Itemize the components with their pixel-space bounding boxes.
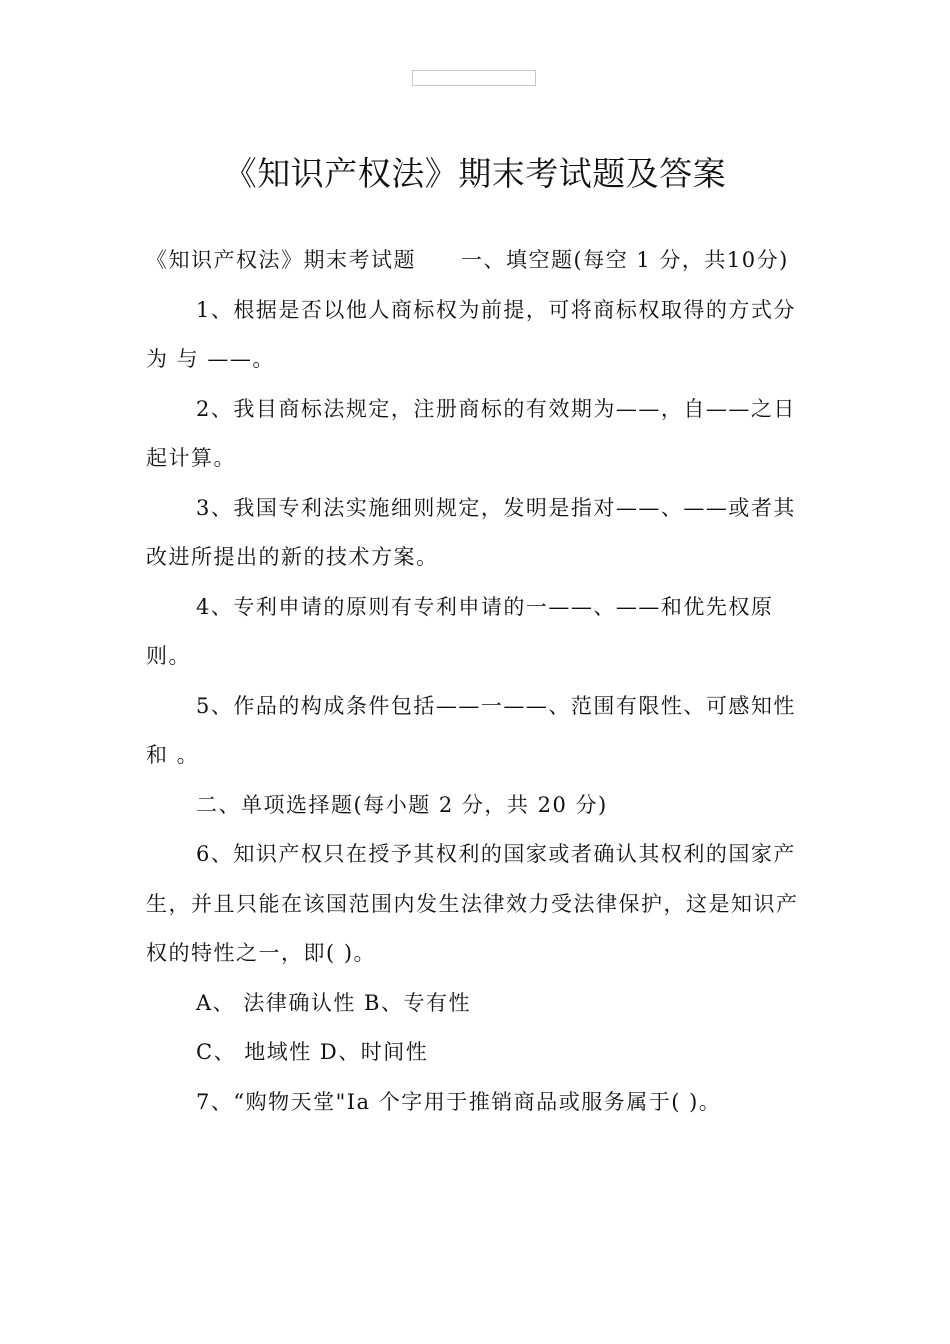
question-4: 4、专利申请的原则有专利申请的一——、——和优先权原则。 (146, 594, 774, 668)
document-body (146, 236, 810, 1127)
question-6: 6、知识产权只在授予其权利的国家或者确认其权利的国家产生，并且只能在该国范围内发生法律效力受法律保护，这是知识产权的特性之一，即( )。 (146, 842, 799, 965)
question-3: 3、我国专利法实施细则规定，发明是指对——、——或者其改进所提出的新的技术方案。 (146, 495, 796, 569)
question-1: 1、根据是否以他人商标权为前提，可将商标权取得的方式分为 与 ——。 (146, 297, 796, 371)
question-6-options-a-b: A、 法律确认性 B、专有性 (196, 990, 471, 1015)
question-6-options-c-d: C、 地域性 D、时间性 (196, 1040, 429, 1064)
section-heading-single-choice: 二、单项选择题(每小题 2 分，共 20 分) (196, 792, 608, 817)
exam-intro-fill-blank-heading: 《知识产权法》期末考试题 一、填空题(每空 1 分，共10分) (146, 248, 789, 272)
question-7: 7、“购物天堂"Ia 个字用于推销商品或服务属于( )。 (196, 1089, 722, 1114)
question-5: 5、作品的构成条件包括——一——、范围有限性、可感知性和 。 (146, 693, 796, 767)
header-placeholder-box (412, 70, 536, 86)
question-2: 2、我目商标法规定，注册商标的有效期为——，自——之日起计算。 (146, 396, 796, 470)
document-title: 《知识产权法》期末考试题及答案 (223, 154, 727, 193)
